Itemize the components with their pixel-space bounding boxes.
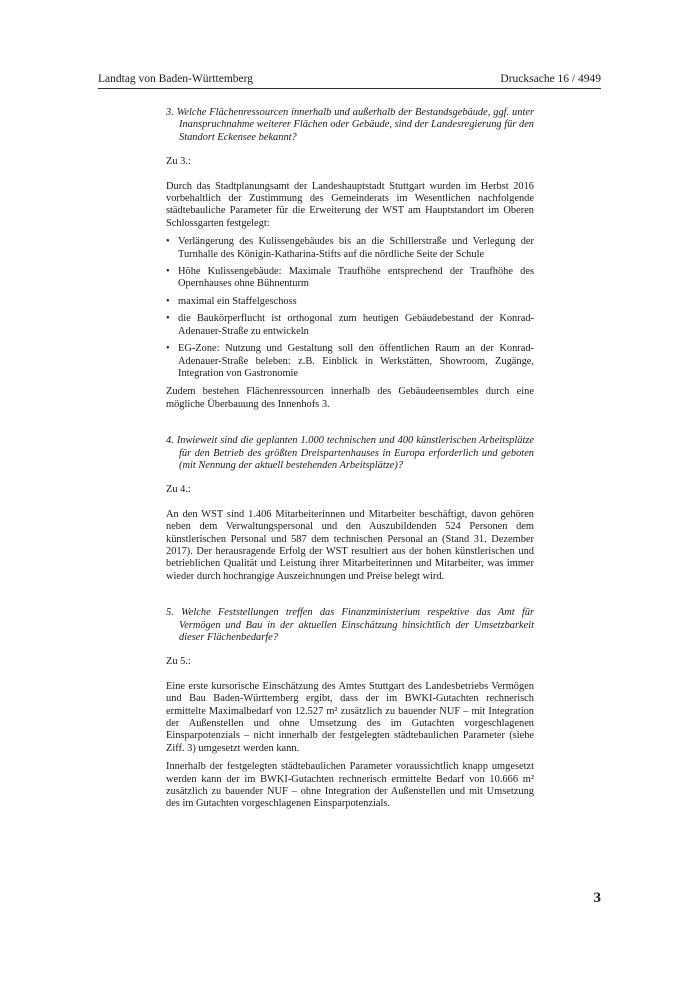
page-header: [98, 72, 601, 86]
page-number: 3: [593, 890, 601, 906]
answer-3-outro: Zudem bestehen Flächenressourcen innerhalb des Gebäudeensembles durch eine mögliche Überbauung des Innenhofs 3.: [166, 386, 534, 410]
header-left: Landtag von Baden-Württemberg: [98, 73, 253, 85]
answer-5-text-2: Innerhalb der festgelegten städtebaulichen Parameter voraussichtlich knapp umgesetzt werden kann der im BWKI-Gutachten rechnerisch ermittelte Bedarf von 10.666 m² zusätzlich zu bauender NUF – ohne Integration der Außenstellen und mit Umsetzung des im Gutachten vorgeschlagenen Einsparpotenzials.: [166, 761, 534, 810]
answer-4-text: An den WST sind 1.406 Mitarbeiterinnen und Mitarbeiter beschäftigt, davon gehören neben dem Verwaltungspersonal und den Auszubildenden 524 Personen dem künstlerischen Personal und 587 dem technischen Personal an (Stand 31. Dezember 2017). Der herausragende Erfolg der WST resultiert aus der hohen künstlerischen und betrieblichen Qualität und Leistung ihrer Mitarbeiterinnen und Mitarbeiter, was immer wieder durch hochrangige Auszeichnungen und Preise belegt wird.: [166, 508, 534, 582]
answer-5-text-1: Eine erste kursorische Einschätzung des Amtes Stuttgart des Landesbetriebs Vermögen und Bau Baden-Württemberg ergibt, dass der im BWKI-Gutachten rechnerisch ermittelte Maximalbedarf von 12.527 m² zusätzlich zu bauender NUF – mit Integration der Außenstellen und ohne Umsetzung des im Gutachten vorgeschlagenen Einsparpotenzials – nicht innerhalb der festgelegten städtebaulichen Parameter (siehe Ziff. 3) umgesetzt werden kann.: [166, 680, 534, 754]
question-5: 5. Welche Feststellungen treffen das Finanzministerium respektive das Amt für Vermögen und Bau in der aktuellen Einschätzung hinsichtlich der Umsetzbarkeit dieser Flächenbedarfe?: [166, 607, 534, 643]
answer-4-heading: Zu 4.:: [166, 484, 191, 496]
list-item: • maximal ein Staffelgeschoss: [166, 296, 534, 308]
question-4: 4. Inwieweit sind die geplanten 1.000 technischen und 400 künstlerischen Arbeitsplätze für den Betrieb des größten Dreispartenhauses in Europa erforderlich und geboten (mit Nennung der aktuell bestehenden Arbeitsplätze)?: [166, 435, 534, 471]
header-right: Drucksache 16 / 4949: [500, 73, 601, 85]
document-body: [166, 107, 534, 817]
answer-5-heading: Zu 5.:: [166, 656, 191, 668]
header-divider: [98, 88, 601, 89]
question-3: 3. Welche Flächenressourcen innerhalb und außerhalb der Bestandsgebäude, ggf. unter Inanspruchnahme weiterer Flächen oder Gebäude, sind der Landesregierung für den Standort Eckensee bekannt?: [166, 107, 534, 143]
list-item: • EG-Zone: Nutzung und Gestaltung soll den öffentlichen Raum an der Konrad-Adenauer-Straße beleben: z.B. Einblick in Werkstätten, Showroom, Zugänge, Integration von Gastronomie: [166, 343, 534, 380]
parameter-list: [166, 236, 534, 380]
answer-3-heading: Zu 3.:: [166, 156, 191, 168]
list-item: • Höhe Kulissengebäude: Maximale Traufhöhe entsprechend der Traufhöhe des Opernhauses ohne Bühnenturm: [166, 266, 534, 291]
list-item: • Verlängerung des Kulissengebäudes bis an die Schillerstraße und Verlegung der Turnhalle des Königin-Katharina-Stifts auf die nördliche Seite der Schule: [166, 236, 534, 261]
list-item: • die Baukörperflucht ist orthogonal zum heutigen Gebäudebestand der Konrad-Adenauer-Straße zu entwickeln: [166, 313, 534, 338]
answer-3-intro: Durch das Stadtplanungsamt der Landeshauptstadt Stuttgart wurden im Herbst 2016 vorbehaltlich der Zustimmung des Gemeinderats im Wesentlichen nachfolgende städtebauliche Parameter für die Erweiterung der WST am Hauptstandort im Oberen Schlossgarten festgelegt:: [166, 180, 534, 229]
